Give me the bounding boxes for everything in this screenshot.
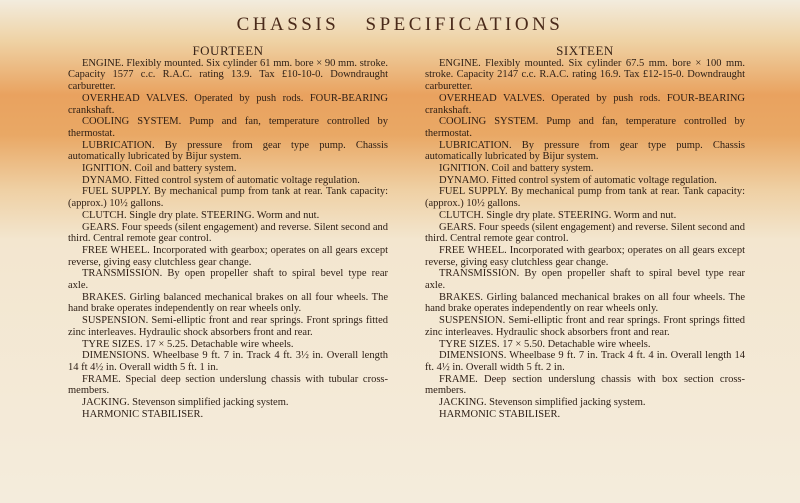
spec-lubrication: LUBRICATION. By pressure from gear type pump. Chassis automatically lubricated by Bijur system. bbox=[425, 139, 745, 163]
fourteen-column bbox=[68, 45, 388, 421]
spec-fuel: FUEL SUPPLY. By mechanical pump from tank at rear. Tank capacity: (approx.) 10½ gallons. bbox=[425, 186, 745, 210]
spec-lubrication: LUBRICATION. By pressure from gear type pump. Chassis automatically lubricated by Bijur system. bbox=[68, 139, 388, 163]
spec-tyres: TYRE SIZES. 17 × 5.25. Detachable wire wheels. bbox=[82, 338, 294, 350]
spec-frame: FRAME. Deep section underslung chassis with box section cross-members. bbox=[425, 373, 745, 397]
spec-valves: OVERHEAD VALVES. Operated by push rods. FOUR-BEARING crankshaft. bbox=[425, 92, 745, 116]
column-title-fourteen: FOURTEEN bbox=[192, 43, 264, 58]
spec-dimensions: DIMENSIONS. Wheelbase 9 ft. 7 in. Track 4 ft. 3½ in. Overall length 14 ft 4½ in. Overall width 5 ft. 1 in. bbox=[68, 350, 388, 373]
spec-cooling: COOLING SYSTEM. Pump and fan, temperature controlled by thermostat. bbox=[68, 116, 388, 139]
spec-brakes: BRAKES. Girling balanced mechanical brakes on all four wheels. The hand brake operates independently on rear wheels only. bbox=[425, 291, 745, 315]
spec-free-wheel: FREE WHEEL. Incorporated with gearbox; operates on all gears except reverse, giving easy clutchless gear change. bbox=[68, 244, 388, 268]
spec-dimensions: DIMENSIONS. Wheelbase 9 ft. 7 in. Track 4 ft. 4 in. Overall length 14 ft. 4½ in. Overall width 5 ft. 2 in. bbox=[425, 350, 745, 373]
spec-cooling: COOLING SYSTEM. Pump and fan, temperature controlled by thermostat. bbox=[425, 116, 745, 139]
spec-transmission: TRANSMISSION. By open propeller shaft to spiral bevel type rear axle. bbox=[68, 268, 388, 292]
spec-gears: GEARS. Four speeds (silent engagement) and reverse. Silent second and third. Central remote gear control. bbox=[425, 221, 745, 245]
spec-suspension: SUSPENSION. Semi-elliptic front and rear springs. Front springs fitted zinc interleaves. Hydraulic shock absorbers front and rear. bbox=[425, 315, 745, 338]
spec-engine: ENGINE. Flexibly mounted. Six cylinder 61 mm. bore × 90 mm. stroke. Capacity 1577 c.c. R.A.C. rating 13.9. Tax £10-10-0. Downdraught carburetter. bbox=[68, 57, 388, 93]
spec-dynamo: DYNAMO. Fitted control system of automatic voltage regulation. bbox=[82, 174, 360, 186]
spec-clutch: CLUTCH. Single dry plate. STEERING. Worm and nut. bbox=[439, 209, 677, 221]
spec-fuel: FUEL SUPPLY. By mechanical pump from tank at rear. Tank capacity: (approx.) 10½ gallons. bbox=[68, 186, 388, 210]
spec-ignition: IGNITION. Coil and battery system. bbox=[439, 163, 594, 175]
spec-jacking: JACKING. Stevenson simplified jacking system. bbox=[82, 397, 289, 409]
sixteen-column bbox=[425, 45, 745, 421]
spec-transmission: TRANSMISSION. By open propeller shaft to spiral bevel type rear axle. bbox=[425, 268, 745, 292]
spec-harmonic: HARMONIC STABILISER. bbox=[439, 408, 561, 420]
spec-harmonic: HARMONIC STABILISER. bbox=[82, 408, 204, 420]
spec-suspension: SUSPENSION. Semi-elliptic front and rear springs. Front springs fitted zinc interleaves. Hydraulic shock absorbers front and rear. bbox=[68, 315, 388, 338]
spec-ignition: IGNITION. Coil and battery system. bbox=[82, 163, 237, 175]
column-title-sixteen: SIXTEEN bbox=[556, 43, 614, 58]
spec-brakes: BRAKES. Girling balanced mechanical brakes on all four wheels. The hand brake operates independently on rear wheels only. bbox=[68, 291, 388, 315]
spec-dynamo: DYNAMO. Fitted control system of automatic voltage regulation. bbox=[439, 174, 717, 186]
spec-free-wheel: FREE WHEEL. Incorporated with gearbox; operates on all gears except reverse, giving easy clutchless gear change. bbox=[425, 244, 745, 268]
spec-clutch: CLUTCH. Single dry plate. STEERING. Worm and nut. bbox=[82, 209, 320, 221]
spec-engine: ENGINE. Flexibly mounted. Six cylinder 67.5 mm. bore × 100 mm. stroke. Capacity 2147 c.c. R.A.C. rating 16.9. Tax £12-15-0. Downdraught carburetter. bbox=[425, 57, 745, 93]
spec-valves: OVERHEAD VALVES. Operated by push rods. FOUR-BEARING crankshaft. bbox=[68, 92, 388, 116]
spec-tyres: TYRE SIZES. 17 × 5.50. Detachable wire wheels. bbox=[439, 338, 651, 350]
spec-frame: FRAME. Special deep section underslung chassis with tubular cross-members. bbox=[68, 373, 388, 397]
page-title: CHASSIS SPECIFICATIONS bbox=[236, 14, 564, 35]
spec-jacking: JACKING. Stevenson simplified jacking system. bbox=[439, 397, 646, 409]
spec-gears: GEARS. Four speeds (silent engagement) and reverse. Silent second and third. Central remote gear control. bbox=[68, 221, 388, 245]
